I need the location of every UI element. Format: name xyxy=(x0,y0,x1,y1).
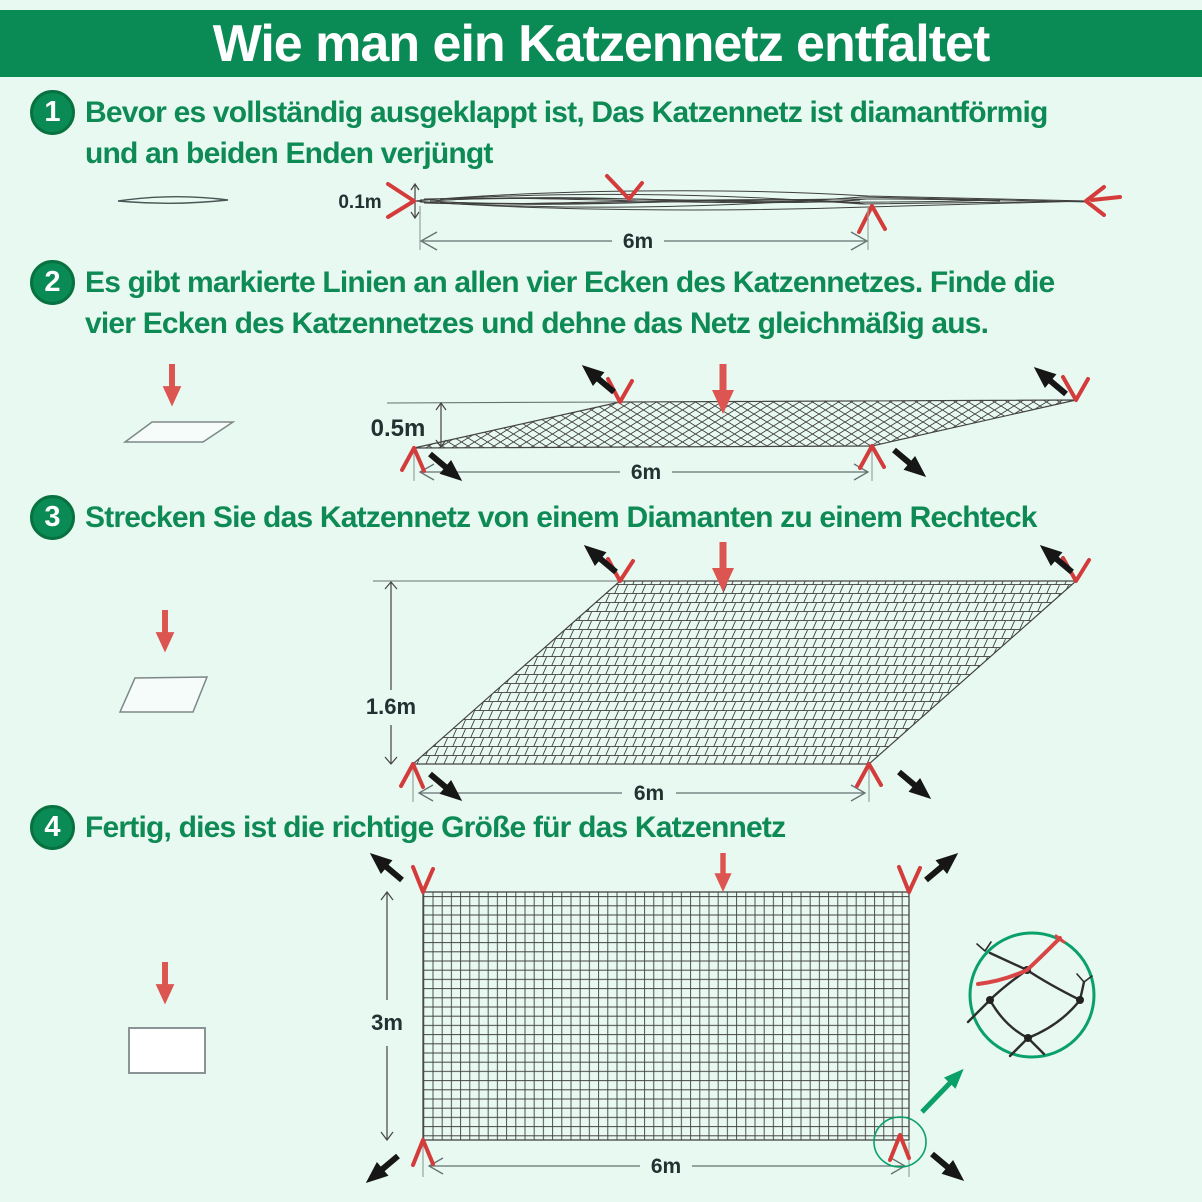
step1-number-badge xyxy=(30,90,75,135)
step4-line1: Fertig, dies ist die richtige Größe für das Katzennetz xyxy=(85,811,786,844)
collapsed-net xyxy=(415,191,1088,210)
pull-arrow-icon xyxy=(364,850,408,887)
height-dimension xyxy=(371,403,446,447)
pull-arrow-icon xyxy=(424,447,468,488)
height-dim-label: 0.1m xyxy=(338,192,382,213)
parallelogram-icon xyxy=(120,677,207,712)
width-dim-label: 6m xyxy=(650,1155,682,1178)
pull-arrow-icon xyxy=(424,767,468,808)
step4-number: 4 xyxy=(44,811,61,843)
pull-arrow-icon xyxy=(893,765,937,806)
step1-number: 1 xyxy=(44,96,61,128)
pull-arrow-icon xyxy=(926,1147,970,1188)
step3-diagram xyxy=(0,540,1202,810)
step2-text xyxy=(85,262,1054,344)
reference-line xyxy=(387,402,620,403)
press-down-arrow-icon xyxy=(714,853,731,892)
height-dimension xyxy=(371,892,403,1140)
unfold-step-icon xyxy=(120,610,207,712)
net-knots xyxy=(986,966,1084,1042)
step3-number: 3 xyxy=(44,501,61,533)
rectangle-icon xyxy=(129,1028,205,1073)
step1-line1: Bevor es vollständig ausgeklappt ist, Das Katzennetz ist diamantförmig xyxy=(85,96,1048,129)
width-dimension xyxy=(420,206,868,253)
width-dim-label: 6m xyxy=(633,782,665,805)
unfold-step-icon xyxy=(129,962,205,1073)
red-down-arrow-icon xyxy=(163,364,182,407)
step2-diagram xyxy=(0,350,1202,495)
pull-arrow-icon xyxy=(888,443,932,484)
step2-number-badge xyxy=(30,260,75,305)
unfold-step-icon xyxy=(125,364,233,442)
red-down-arrow-icon xyxy=(156,962,175,1005)
pull-arrow-icon xyxy=(360,1149,404,1190)
step2-number: 2 xyxy=(44,266,61,298)
step4-number-badge xyxy=(30,805,75,850)
width-dim-label: 6m xyxy=(622,230,654,253)
flat-diamond-icon xyxy=(125,422,233,442)
magnifier-detail xyxy=(968,933,1094,1057)
step1-text xyxy=(85,92,1048,174)
net-full-rectangle xyxy=(423,892,909,1140)
height-dimension xyxy=(338,184,419,218)
height-dimension xyxy=(366,582,416,764)
magnifier-pointer-arrow-icon xyxy=(916,1063,969,1117)
step4-text xyxy=(85,807,785,848)
step3-number-badge xyxy=(30,495,75,540)
pull-arrow-icon xyxy=(576,358,620,399)
step2-line1: Es gibt markierte Linien an allen vier Ecken des Katzennetzes. Finde die xyxy=(85,266,1055,299)
red-down-arrow-icon xyxy=(156,610,175,653)
step3-text xyxy=(85,497,1037,538)
height-dim-label: 3m xyxy=(371,1010,403,1035)
step2-line2: vier Ecken des Katzennetzes und dehne das Netz gleichmäßig aus. xyxy=(85,307,989,340)
step1-line2: und an beiden Enden verjüngt xyxy=(85,137,493,170)
folded-net-icon xyxy=(118,197,228,204)
height-dim-label: 0.5m xyxy=(370,415,426,442)
width-dimension xyxy=(413,766,869,805)
pull-arrow-icon xyxy=(920,850,964,887)
step3-line1: Strecken Sie das Katzennetz von einem Diamanten zu einem Rechteck xyxy=(85,501,1037,534)
page-title: Wie man ein Katzennetz entfaltet xyxy=(212,14,990,73)
width-dimension xyxy=(423,1142,909,1178)
width-dimension xyxy=(414,447,872,484)
step1-diagram xyxy=(0,170,1202,255)
header-bar xyxy=(0,10,1202,77)
width-dim-label: 6m xyxy=(630,461,662,484)
step4-diagram xyxy=(0,850,1202,1202)
net-stretched-diamond xyxy=(413,581,1076,764)
height-dim-label: 1.6m xyxy=(365,694,417,719)
net-partially-open xyxy=(414,400,1076,448)
